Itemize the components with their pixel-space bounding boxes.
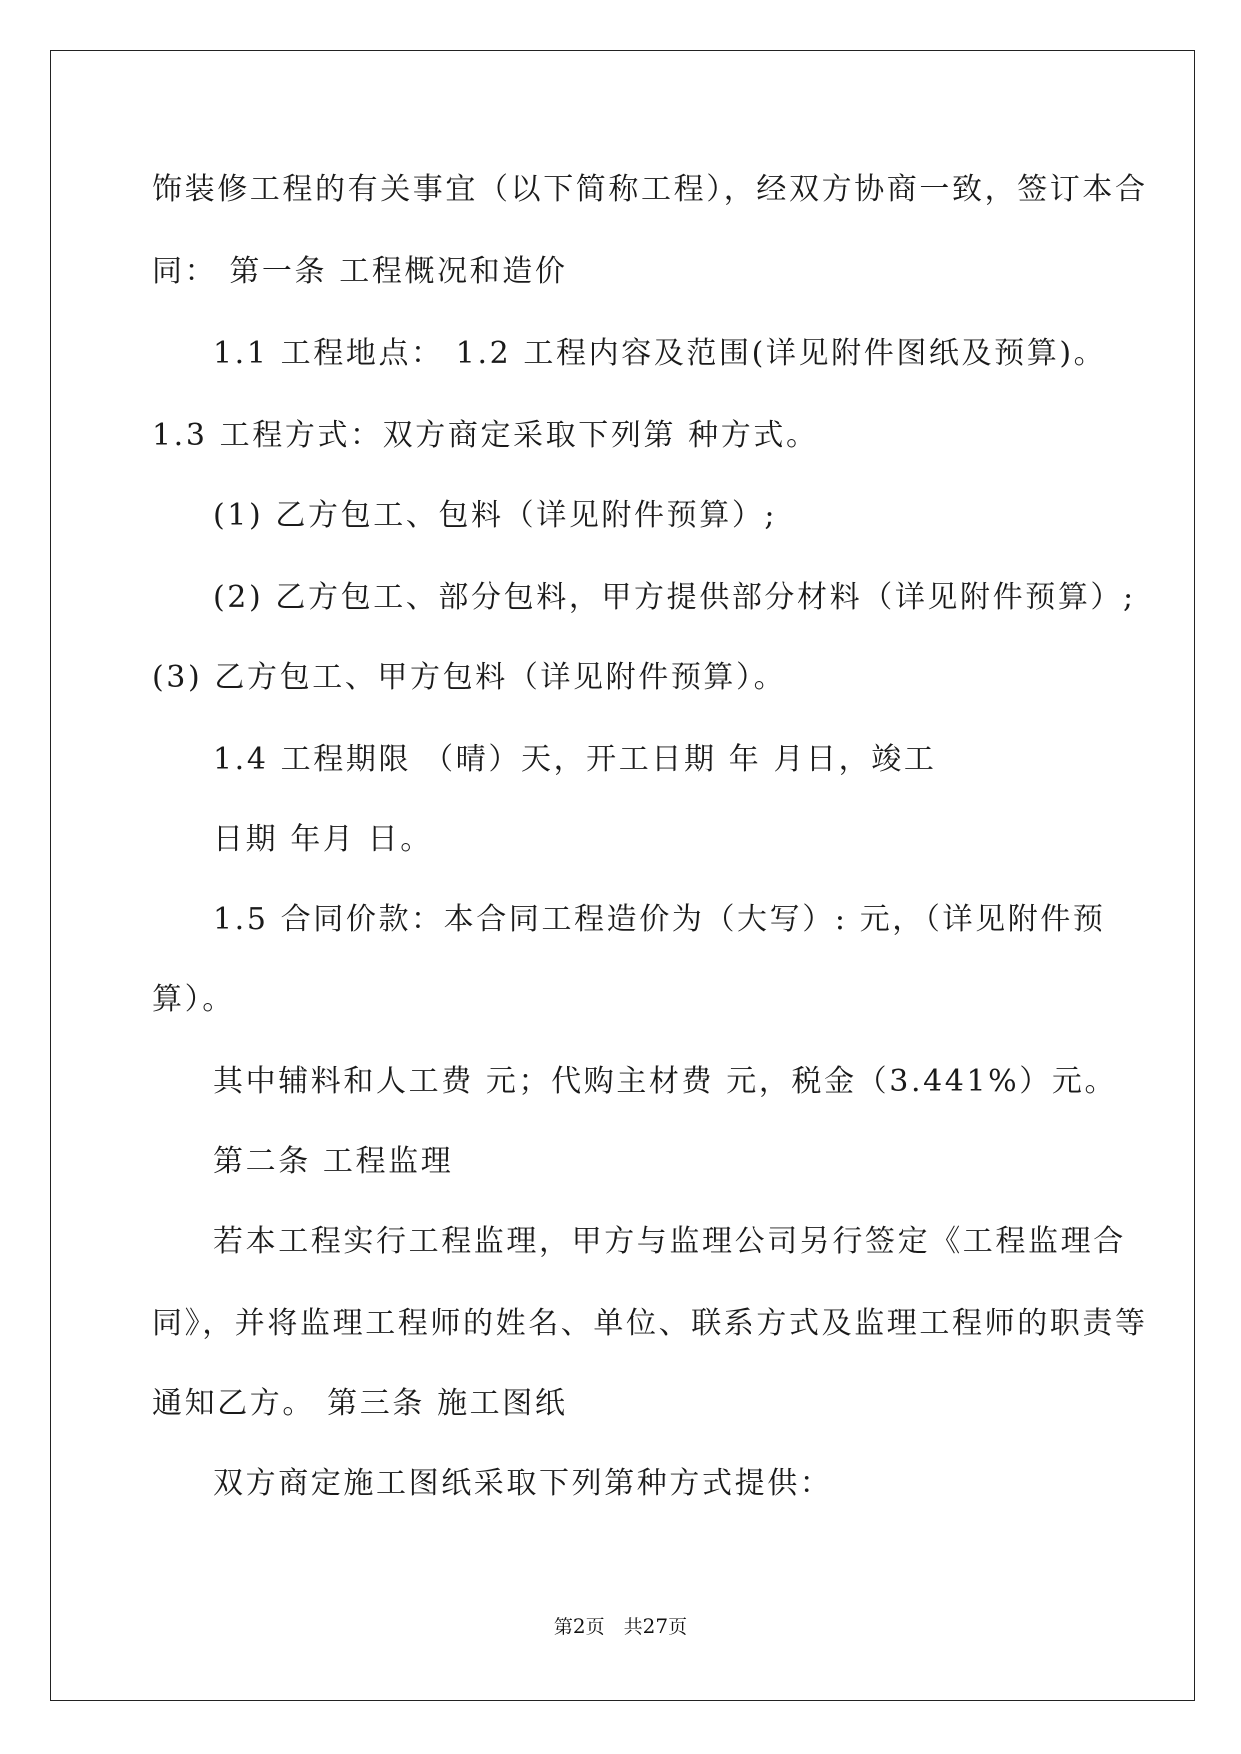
body-line-5: (1) 乙方包工、包料（详见附件预算）; [213,498,778,533]
body-line-12: 其中辅料和人工费 元；代购主材费 元，税金（3.441%）元。 [213,1064,1118,1099]
page-prefix: 第 [553,1616,573,1638]
body-line-3: 1.1 工程地点： 1.2 工程内容及范围(详见附件图纸及预算)。 [213,336,1107,371]
body-line-7: (3) 乙方包工、甲方包料（详见附件预算）。 [152,660,787,695]
page-mid: 页 共 [585,1616,643,1638]
page-frame [50,50,1195,1701]
body-line-2: 同： 第一条 工程概况和造价 [152,254,568,289]
body-line-9: 日期 年月 日。 [213,822,433,857]
page-suffix: 页 [668,1616,688,1638]
body-line-14: 若本工程实行工程监理，甲方与监理公司另行签定《工程监理合 [213,1224,1126,1259]
page-current: 2 [572,1614,586,1638]
section-heading-2: 第二条 工程监理 [213,1144,454,1179]
body-line-17: 双方商定施工图纸采取下列第种方式提供： [213,1466,833,1501]
body-line-4: 1.3 工程方式：双方商定采取下列第 种方式。 [152,418,819,453]
body-line-10: 1.5 合同价款：本合同工程造价为（大写）: 元，（详见附件预 [213,902,1106,937]
page-total: 27 [642,1614,669,1638]
body-line-1: 饰装修工程的有关事宜（以下简称工程），经双方协商一致，签订本合 [152,172,1148,207]
body-line-6: (2) 乙方包工、部分包料，甲方提供部分材料（详见附件预算）; [213,580,1136,615]
body-line-16: 通知乙方。 第三条 施工图纸 [152,1386,568,1421]
body-line-11: 算）。 [152,982,235,1017]
body-line-15: 同》，并将监理工程师的姓名、单位、联系方式及监理工程师的职责等 [152,1306,1148,1341]
body-line-8: 1.4 工程期限 （晴）天，开工日期 年 月日，竣工 [213,742,937,777]
page-footer [0,1612,1241,1639]
